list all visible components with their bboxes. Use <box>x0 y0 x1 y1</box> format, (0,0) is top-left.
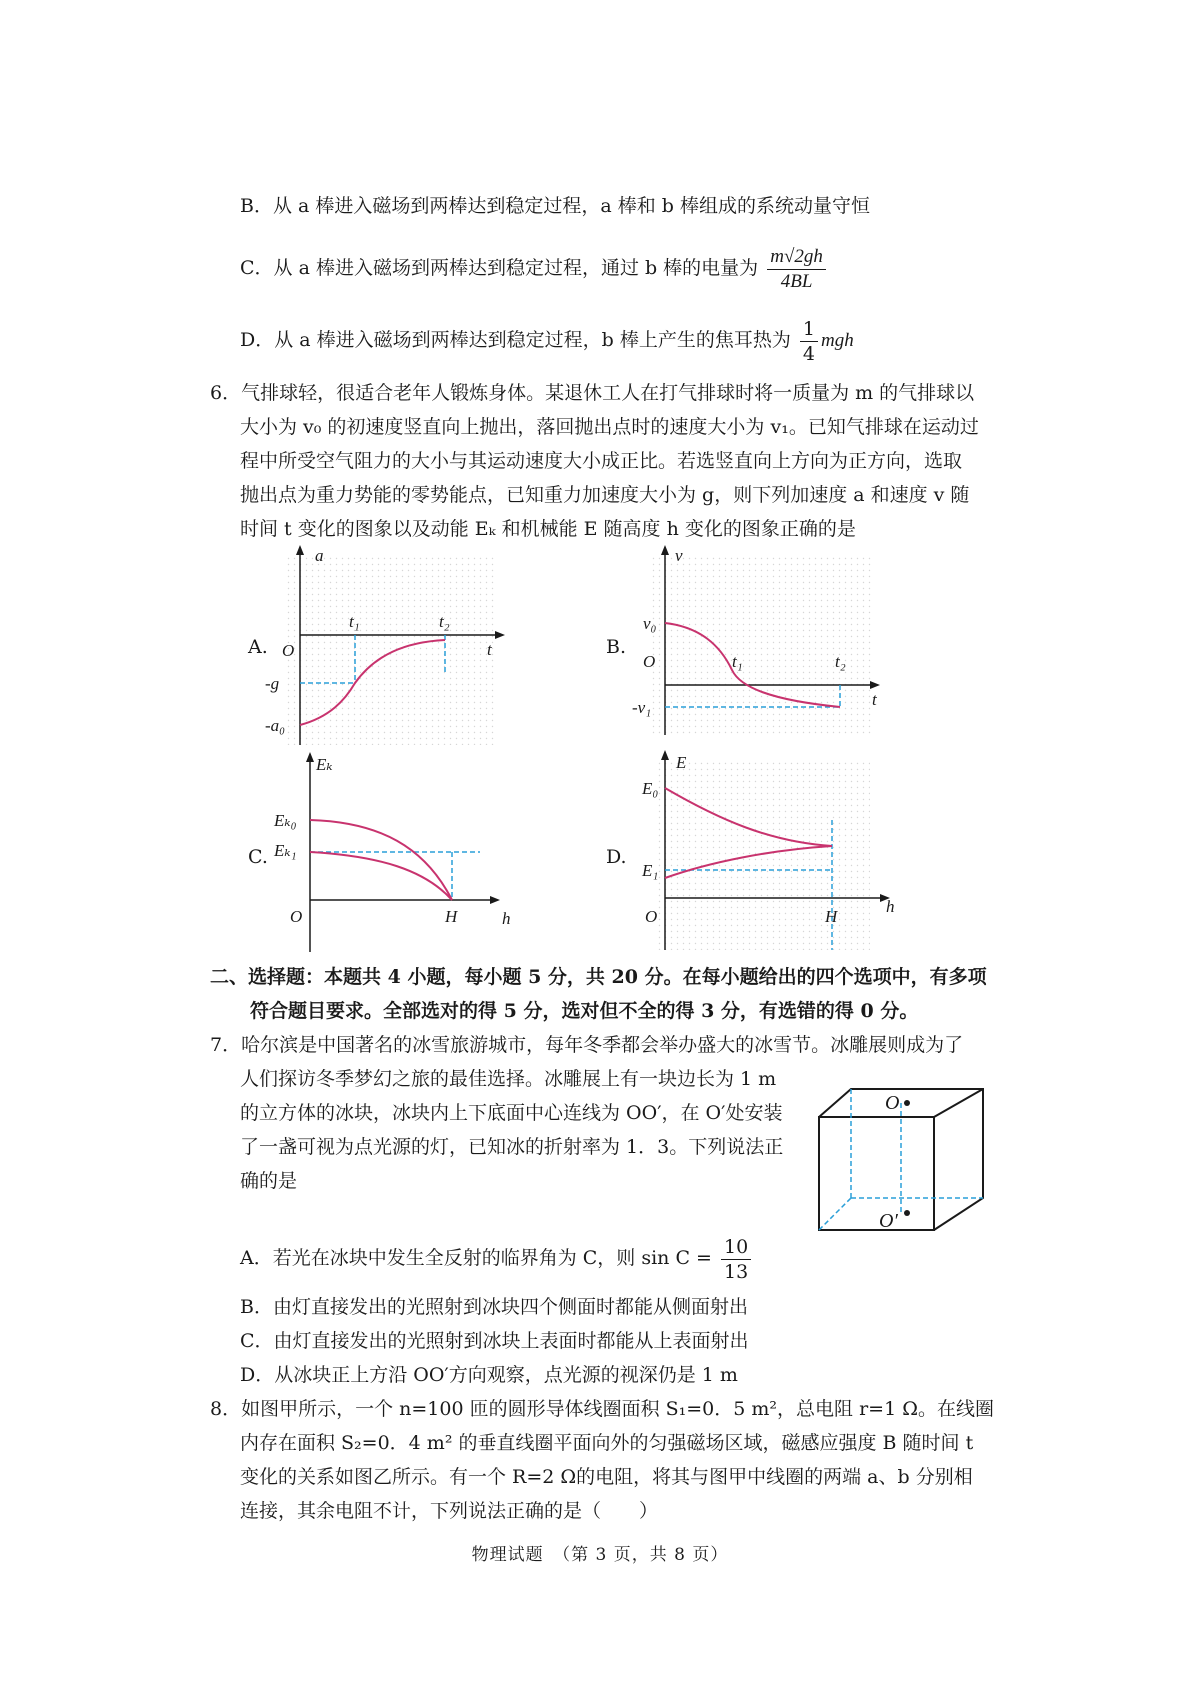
cube-label-o-prime: O′ <box>879 1210 898 1232</box>
graph-d-grid <box>655 760 870 950</box>
q6-graph-a <box>265 545 515 750</box>
page-footer: 物理试题 （第 3 页，共 8 页） <box>471 1545 729 1565</box>
q5-option-d <box>240 312 854 368</box>
q6-graph-c <box>274 752 520 952</box>
graph-d-x-label: h <box>886 897 895 916</box>
q5-d-denominator: 4 <box>802 342 815 365</box>
q5-d-tail: mgh <box>821 330 854 351</box>
graph-a-g: -g <box>265 674 280 693</box>
graph-c-y-label: Eₖ <box>316 755 333 774</box>
graph-b-x-arrow <box>870 681 880 689</box>
graph-c-k1: Eₖ₁ <box>274 841 297 860</box>
q5-option-c-fraction <box>767 245 826 294</box>
graph-a-origin: O <box>282 641 295 660</box>
q7-a-denominator: 13 <box>724 1260 749 1283</box>
q6-line-1: 6．气排球轻，很适合老年人锻炼身体。某退休工人在打气排球时将一质量为 m 的气排球以 <box>210 382 975 404</box>
graph-a-grid <box>287 555 497 745</box>
q7-option-c: C．由灯直接发出的光照射到冰块上表面时都能从上表面射出 <box>240 1330 749 1352</box>
graph-a-a0: -a₀ <box>265 716 286 735</box>
cube-label-o: O <box>885 1092 900 1114</box>
graph-a-t1: t₁ <box>349 612 360 631</box>
q7-option-b: B．由灯直接发出的光照射到冰块四个侧面时都能从侧面射出 <box>240 1296 748 1318</box>
q8-line-3: 变化的关系如图乙所示。有一个 R=2 Ω的电阻，将其与图甲中线圈的两端 a、b 分别相 <box>240 1466 973 1488</box>
cube-top-edge <box>934 1089 983 1117</box>
section-2-line-2: 符合题目要求。全部选对的得 5 分，选对但不全的得 3 分，有选错的得 0 分。 <box>250 1000 919 1022</box>
graph-c-y-arrow <box>306 752 314 762</box>
q7-line-5: 确的是 <box>240 1170 298 1192</box>
graph-a-x-label: t <box>487 640 492 659</box>
q5-option-d-fraction <box>800 317 818 366</box>
graph-c-lower-curve <box>310 852 452 900</box>
graph-d-origin: O <box>645 907 658 926</box>
q7-line-1: 7．哈尔滨是中国著名的冰雪旅游城市，每年冬季都会举办盛大的冰雪节。冰雕展则成为了 <box>210 1034 964 1056</box>
graph-a-x-arrow <box>495 631 505 639</box>
graph-d-e0: E₀ <box>642 779 659 798</box>
q7-line-3: 的立方体的冰块，冰块内上下底面中心连线为 OO′，在 O′处安装 <box>240 1102 783 1124</box>
q7-a-numerator: 10 <box>721 1235 751 1260</box>
q5-c-numerator: m√2gh <box>767 245 826 270</box>
q7-line-4: 了一盏可视为点光源的灯，已知冰的折射率为 1．3。下列说法正 <box>240 1136 784 1158</box>
q5-option-c-text: C．从 a 棒进入磁场到两棒达到稳定过程，通过 b 棒的电量为 <box>240 257 759 279</box>
q8-line-1: 8．如图甲所示，一个 n=100 匝的圆形导体线圈面积 S₁=0．5 m²，总电阻 r=1 Ω。在线圈 <box>210 1398 994 1420</box>
graph-a-y-arrow <box>296 545 304 555</box>
q6-option-a-label: A. <box>248 636 268 658</box>
graph-b-origin: O <box>643 652 656 671</box>
graph-b-t1: t₁ <box>732 652 743 671</box>
q7-option-a-text: A．若光在冰块中发生全反射的临界角为 C，则 sin C = <box>240 1247 712 1269</box>
graph-d-y-arrow <box>661 750 669 760</box>
graph-d-y-label: E <box>676 753 687 772</box>
graph-b-t2: t₂ <box>835 652 846 671</box>
cube-point-o-prime <box>904 1210 910 1216</box>
graph-b-grid <box>652 555 872 735</box>
q6-line-5: 时间 t 变化的图象以及动能 Eₖ 和机械能 E 随高度 h 变化的图象正确的是 <box>240 518 856 540</box>
q5-d-numerator: 1 <box>800 317 818 342</box>
graph-c-upper-curve <box>310 820 452 900</box>
q5-c-denominator: 4BL <box>780 270 813 292</box>
q6-line-2: 大小为 v₀ 的初速度竖直向上抛出，落回抛出点时的速度大小为 v₁。已知气排球在运动过 <box>240 416 979 438</box>
q6-line-4: 抛出点为重力势能的零势能点，已知重力加速度大小为 g，则下列加速度 a 和速度 v 随 <box>240 484 970 506</box>
graph-b-x-label: t <box>872 690 877 709</box>
cube-hidden-bottom-left <box>819 1198 851 1230</box>
q6-option-c-label: C. <box>248 846 268 868</box>
q7-line-2: 人们探访冬季梦幻之旅的最佳选择。冰雕展上有一块边长为 1 m <box>240 1068 777 1090</box>
q6-option-b-label: B. <box>606 636 627 658</box>
q6-option-d-label: D. <box>606 846 627 868</box>
cube-point-o <box>904 1100 910 1106</box>
graph-c-h-mark: H <box>445 907 458 926</box>
q8-line-2: 内存在面积 S₂=0．4 m² 的垂直线圈平面向外的匀强磁场区域，磁感应强度 B 随时间 t <box>240 1432 974 1454</box>
graph-c-k0: Eₖ₀ <box>274 811 297 830</box>
section-2-line-1: 二、选择题：本题共 4 小题，每小题 5 分，共 20 分。在每小题给出的四个选项中，有多项 <box>210 966 987 988</box>
q6-graph-d <box>640 750 900 955</box>
graph-c-origin: O <box>290 907 303 926</box>
graph-c-x-arrow <box>490 896 500 904</box>
q6-graph-b <box>632 545 890 740</box>
graph-d-e1: E₁ <box>642 861 659 880</box>
q6-line-3: 程中所受空气阻力的大小与其运动速度大小成正比。若选竖直向上方向为正方向，选取 <box>240 450 963 472</box>
q5-option-c <box>240 240 829 296</box>
graph-a-y-label: a <box>315 546 324 565</box>
graph-d-h-mark: H <box>825 907 838 926</box>
q5-option-b: B．从 a 棒进入磁场到两棒达到稳定过程，a 棒和 b 棒组成的系统动量守恒 <box>240 195 870 217</box>
q8-line-4: 连接，其余电阻不计，下列说法正确的是（ ） <box>240 1500 659 1522</box>
graph-a-t2: t₂ <box>439 612 450 631</box>
graph-b-v0: v₀ <box>643 614 657 633</box>
q7-option-a-fraction <box>721 1235 751 1284</box>
q5-option-d-text: D．从 a 棒进入磁场到两棒达到稳定过程，b 棒上产生的焦耳热为 <box>240 329 791 351</box>
graph-c-x-label: h <box>502 909 511 928</box>
q7-option-d: D．从冰块正上方沿 OO′方向观察，点光源的视深仍是 1 m <box>240 1364 738 1386</box>
graph-b-y-arrow <box>661 545 669 555</box>
q7-cube-figure <box>815 1085 995 1235</box>
graph-b-v1: -v₁ <box>632 698 652 717</box>
q7-option-a <box>240 1230 754 1286</box>
graph-b-y-label: v <box>675 546 683 565</box>
